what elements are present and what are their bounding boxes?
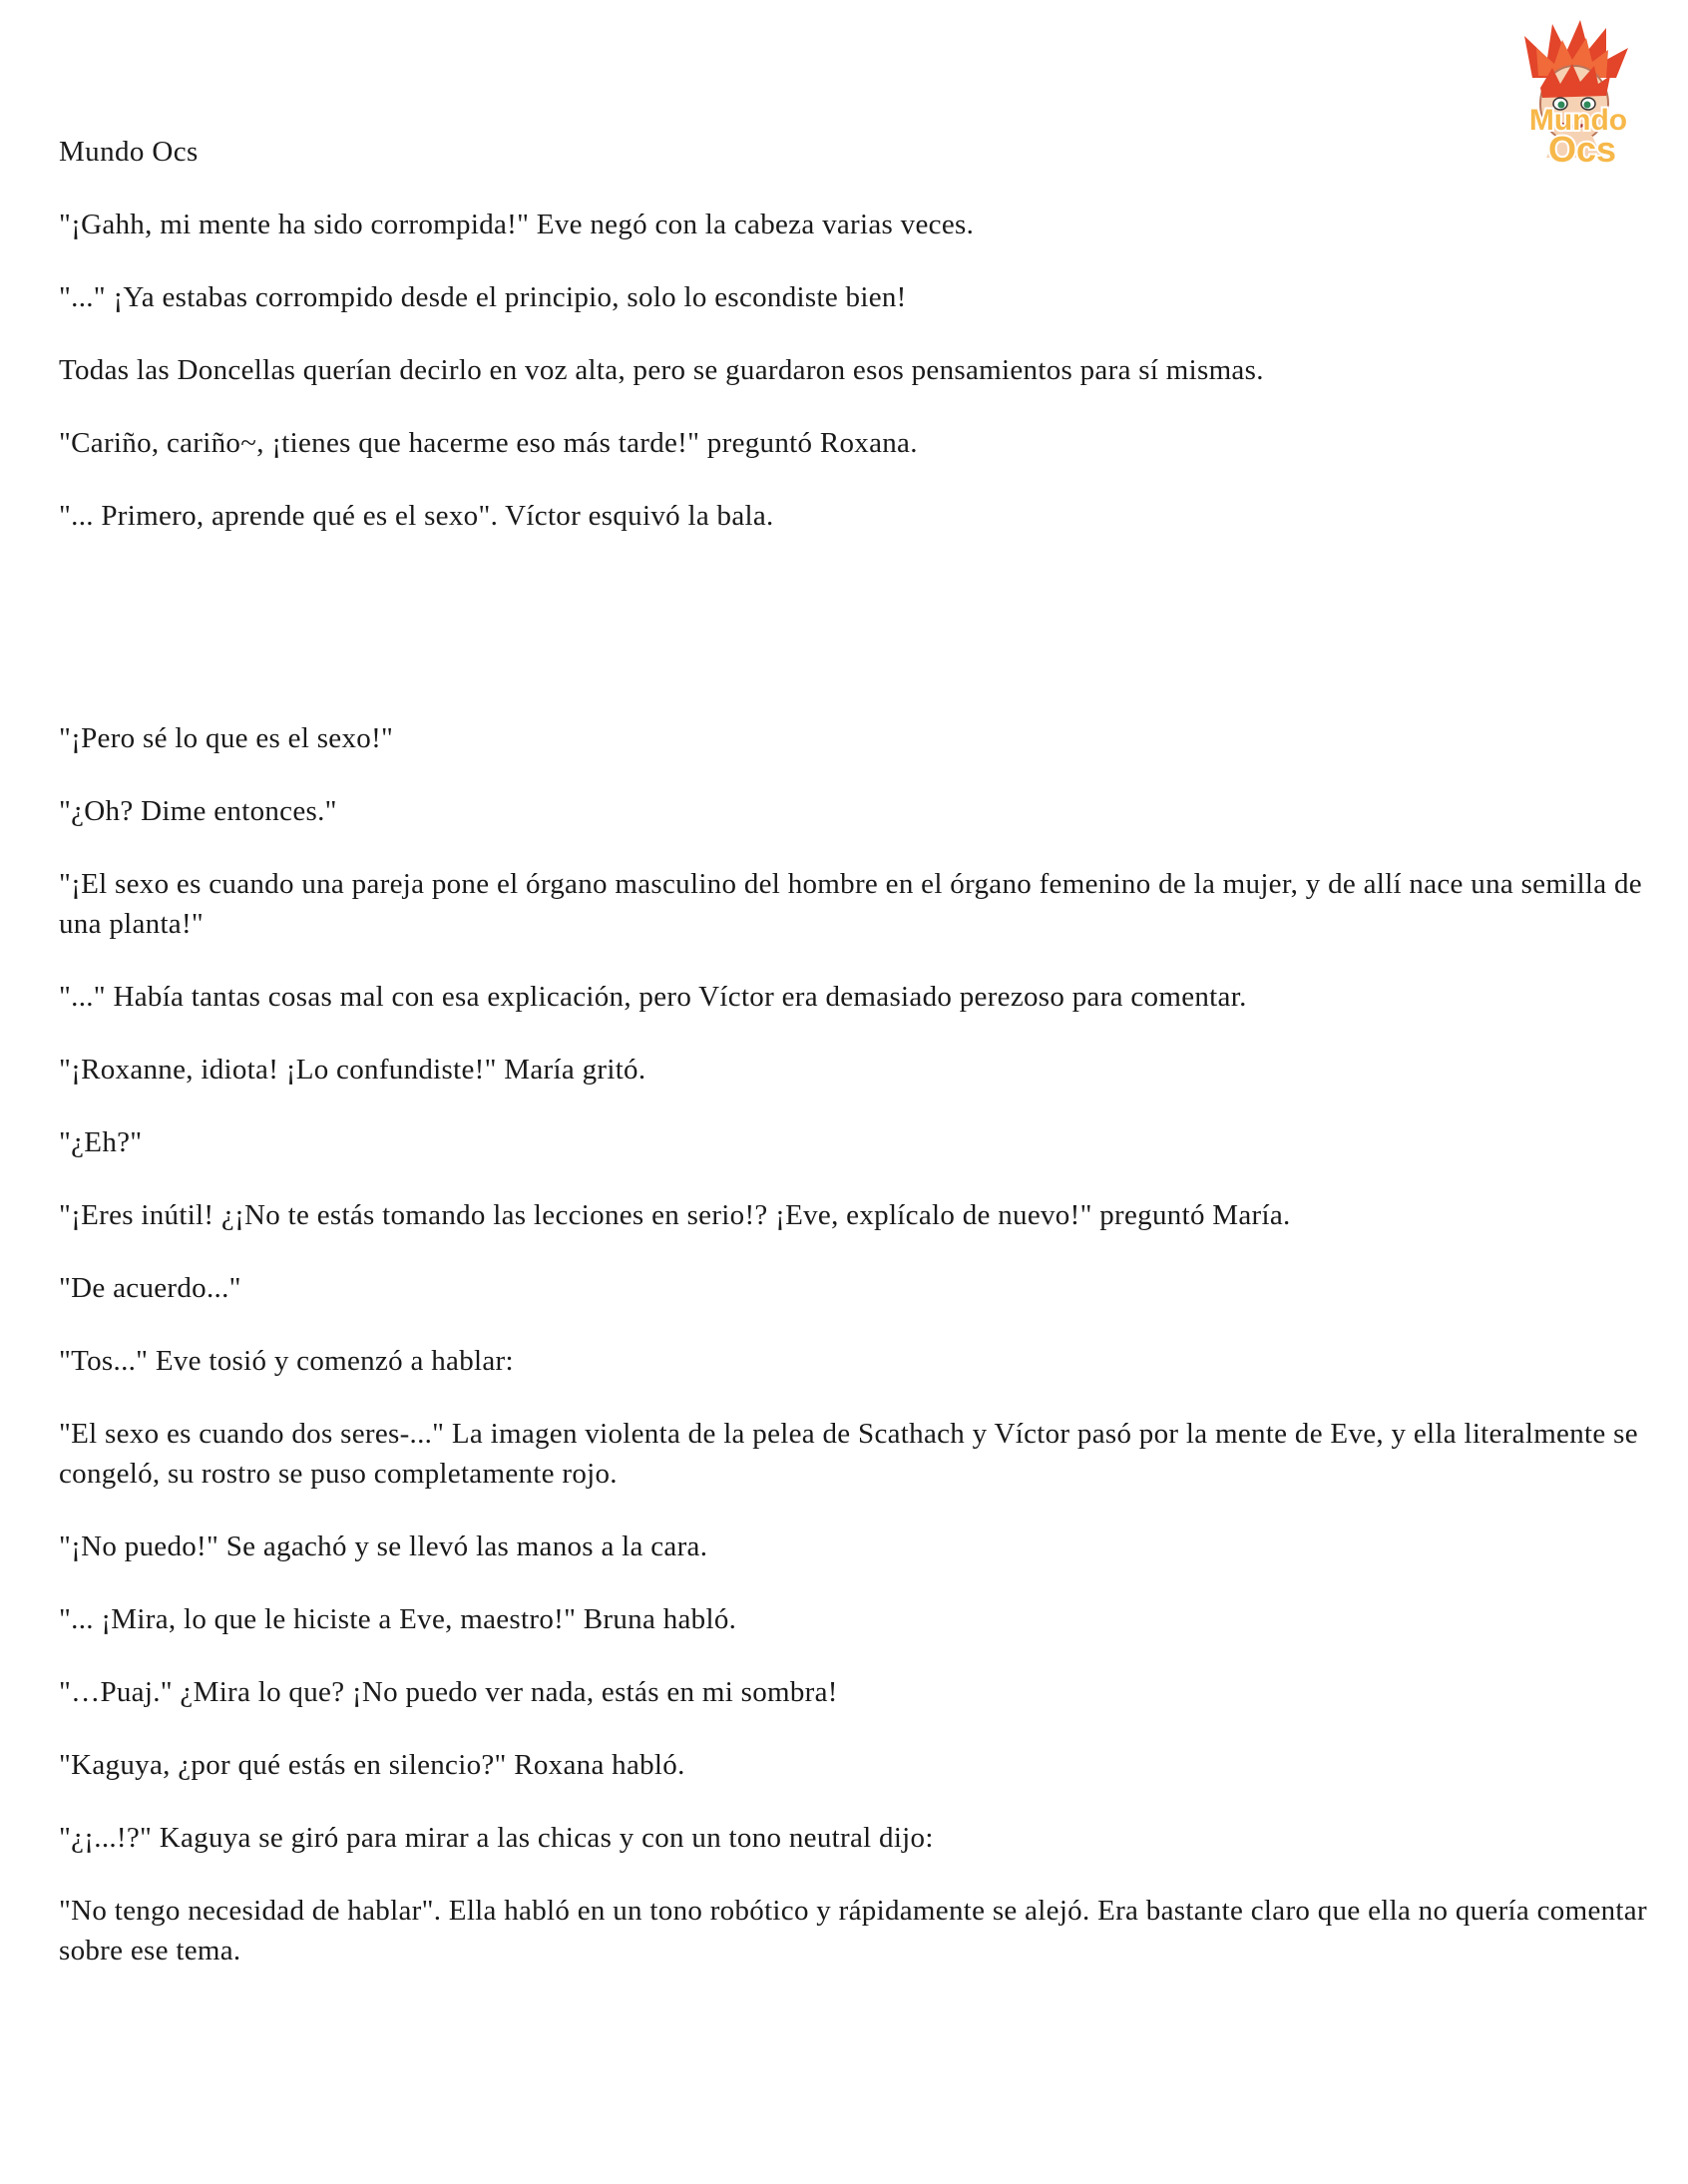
paragraph: "Cariño, cariño~, ¡tienes que hacerme eso más tarde!" preguntó Roxana.	[59, 427, 918, 459]
paragraph: "¡Gahh, mi mente ha sido corrompida!" Eve negó con la cabeza varias veces.	[59, 209, 975, 240]
paragraph: "¿Eh?"	[59, 1126, 143, 1158]
paragraph: "... ¡Mira, lo que le hiciste a Eve, maestro!" Bruna habló.	[59, 1603, 737, 1635]
mundo-ocs-logo	[1502, 18, 1654, 178]
svg-text:Ocs: Ocs	[1547, 129, 1617, 170]
paragraph: "... Primero, aprende qué es el sexo". Víctor esquivó la bala.	[59, 500, 774, 532]
paragraph: "…Puaj." ¿Mira lo que? ¡No puedo ver nada, estás en mi sombra!	[59, 1676, 838, 1708]
paragraph: "Kaguya, ¿por qué estás en silencio?" Roxana habló.	[59, 1749, 685, 1781]
svg-text:Mundo: Mundo	[1528, 104, 1628, 137]
paragraph: "¡Eres inútil! ¿¡No te estás tomando las lecciones en serio!? ¡Eve, explícalo de nuevo!" preguntó María.	[59, 1199, 1291, 1231]
logo-mascot-icon	[1502, 18, 1654, 178]
paragraph: Todas las Doncellas querían decirlo en voz alta, pero se guardaron esos pensamientos para sí mismas.	[59, 354, 1264, 386]
site-name-heading: Mundo Ocs	[59, 136, 199, 168]
paragraph: "¡No puedo!" Se agachó y se llevó las manos a la cara.	[59, 1530, 708, 1562]
paragraph: "Tos..." Eve tosió y comenzó a hablar:	[59, 1345, 514, 1377]
paragraph: "¿¡...!?" Kaguya se giró para mirar a las chicas y con un tono neutral dijo:	[59, 1822, 934, 1854]
paragraph: "¡Roxanne, idiota! ¡Lo confundiste!" María gritó.	[59, 1054, 646, 1086]
paragraph: "¡El sexo es cuando una pareja pone el órgano masculino del hombre en el órgano femenino de la mujer, y de allí nace una semilla de una planta!"	[59, 868, 1642, 940]
paragraph: "..." Había tantas cosas mal con esa explicación, pero Víctor era demasiado perezoso para comentar.	[59, 981, 1247, 1013]
text-block-bottom	[59, 718, 1647, 2003]
text-block-top	[59, 205, 1647, 569]
paragraph: "El sexo es cuando dos seres-..." La imagen violenta de la pelea de Scathach y Víctor pasó por la mente de Eve, y ella literalmente se congeló, su rostro se puso completamente rojo.	[59, 1418, 1638, 1490]
paragraph: "De acuerdo..."	[59, 1272, 241, 1304]
paragraph: "..." ¡Ya estabas corrompido desde el principio, solo lo escondiste bien!	[59, 281, 907, 313]
paragraph: "¡Pero sé lo que es el sexo!"	[59, 722, 394, 754]
paragraph: "¿Oh? Dime entonces."	[59, 795, 337, 827]
paragraph: "No tengo necesidad de hablar". Ella habló en un tono robótico y rápidamente se alejó. Era bastante claro que ella no quería comentar sobre ese tema.	[59, 1895, 1647, 1966]
